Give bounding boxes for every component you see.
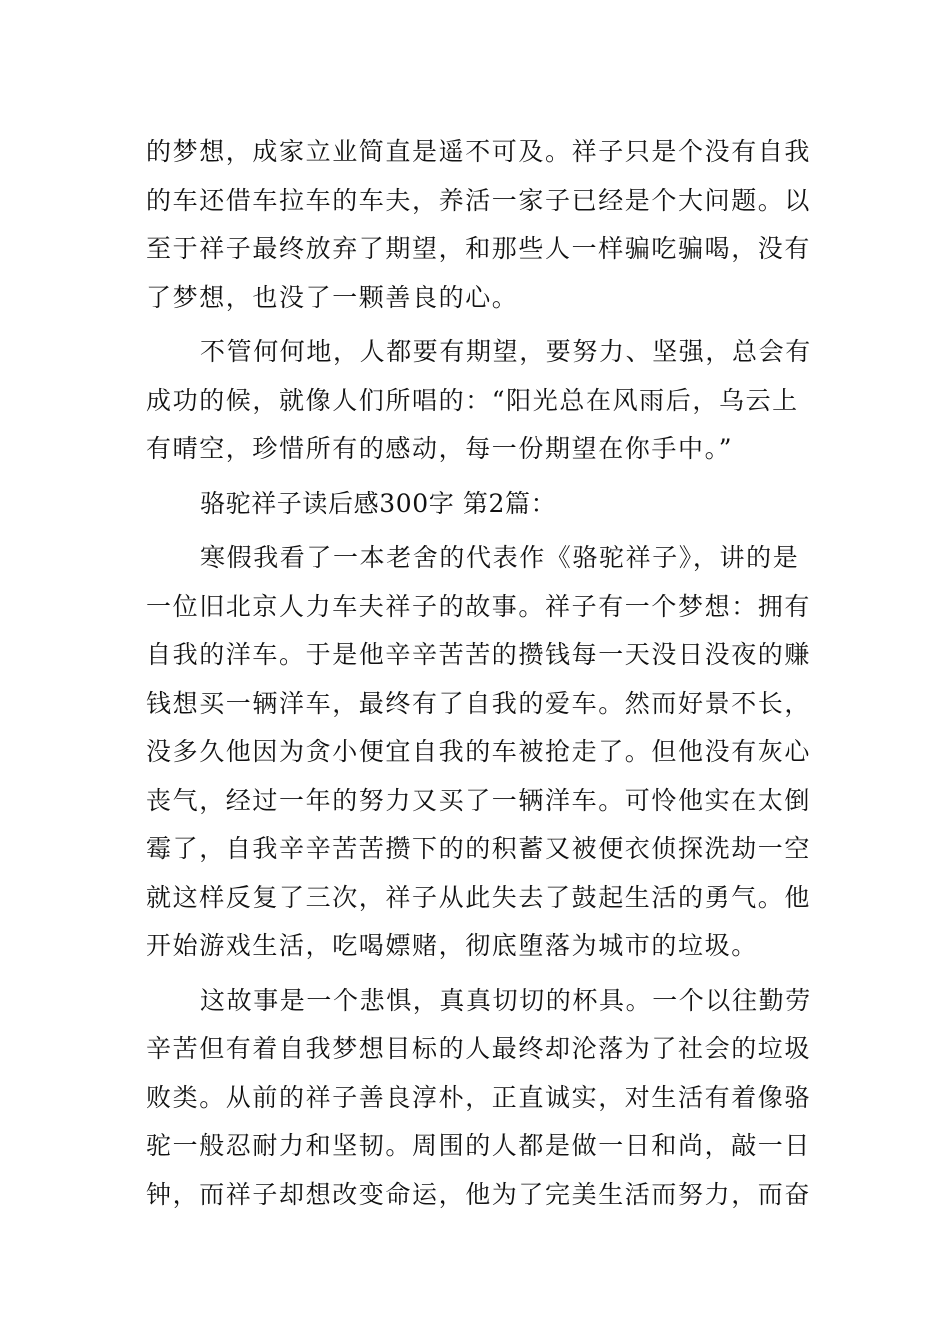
paragraph-3 xyxy=(146,534,812,971)
text-line: 寒假我看了一本老舍的代表作《骆驼祥子》，讲的是 xyxy=(200,543,800,572)
text-line: 钟，而祥子却想改变命运，他为了完美生活而努力，而奋 xyxy=(146,1179,812,1209)
text-line: 自我的洋车。于是他辛辛苦苦的攒钱每一天没日没夜的赚 xyxy=(146,640,812,669)
text-line: 丧气，经过一年的努力又买了一辆洋车。可怜他实在太倒 xyxy=(146,785,812,815)
text-line: 了梦想，也没了一颗善良的心。 xyxy=(146,282,519,312)
text-line: 没多久他因为贪小便宜自我的车被抢走了。但他没有灰心 xyxy=(146,737,812,766)
text-line: 的梦想，成家立业简直是遥不可及。祥子只是个没有自我 xyxy=(146,137,812,166)
paragraph-4 xyxy=(146,977,812,1220)
text-line: 有晴空，珍惜所有的感动，每一份期望在你手中。” xyxy=(146,434,734,463)
text-line: 至于祥子最终放弃了期望，和那些人一样骗吃骗喝，没有 xyxy=(146,234,812,263)
paragraph-1 xyxy=(146,128,812,322)
text-line: 就这样反复了三次，祥子从此失去了鼓起生活的勇气。他 xyxy=(146,882,812,912)
text-line: 驼一般忍耐力和坚韧。周围的人都是做一日和尚，敲一日 xyxy=(146,1131,812,1160)
text-line: 这故事是一个悲惧，真真切切的杯具。一个以往勤劳 xyxy=(200,985,812,1015)
text-line: 的车还借车拉车的车夫，养活一家子已经是个大问题。以 xyxy=(146,185,812,215)
text-line: 辛苦但有着自我梦想目标的人最终却沦落为了社会的垃圾 xyxy=(146,1034,812,1063)
text-line: 钱想买一辆洋车，最终有了自我的爱车。然而好景不长， xyxy=(146,688,812,718)
text-line: 不管何何地，人都要有期望，要努力、坚强，总会有 xyxy=(200,337,812,366)
document-page xyxy=(146,128,812,1219)
text-line: 败类。从前的祥子善良淳朴，正直诚实，对生活有着像骆 xyxy=(146,1082,812,1112)
text-line: 成功的候，就像人们所唱的：“阳光总在风雨后，乌云上 xyxy=(146,385,799,415)
text-line: 霉了，自我辛辛苦苦攒下的的积蓄又被便衣侦探洗劫一空 xyxy=(146,834,812,863)
paragraph-2 xyxy=(146,328,812,474)
section-heading xyxy=(146,480,806,529)
text-line: 开始游戏生活，吃喝嫖赌，彻底堕落为城市的垃圾。 xyxy=(146,931,758,960)
text-line: 一位旧北京人力车夫祥子的故事。祥子有一个梦想：拥有 xyxy=(146,591,812,621)
heading-text: 骆驼祥子读后感300字 第2篇： xyxy=(200,488,557,518)
